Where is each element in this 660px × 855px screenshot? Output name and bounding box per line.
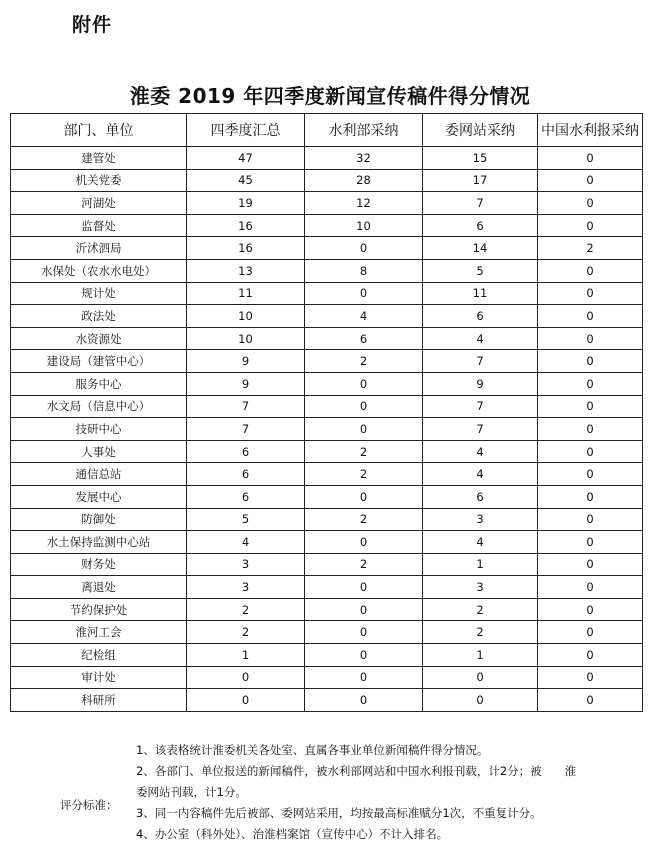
cell-newspaper-adopted: 2 xyxy=(538,237,643,260)
cell-q4-total: 16 xyxy=(187,237,305,260)
table-row xyxy=(11,440,643,463)
cell-department: 沂沭泗局 xyxy=(11,237,187,260)
page-title: 淮委 2019 年四季度新闻宣传稿件得分情况 xyxy=(129,84,531,108)
cell-q4-total: 2 xyxy=(187,598,305,621)
cell-committee-site-adopted: 17 xyxy=(423,169,538,192)
cell-ministry-adopted: 0 xyxy=(305,485,423,508)
cell-newspaper-adopted: 0 xyxy=(538,327,643,350)
cell-committee-site-adopted: 4 xyxy=(423,327,538,350)
table-row xyxy=(11,305,643,328)
cell-department: 淮河工会 xyxy=(11,621,187,644)
table-row xyxy=(11,576,643,599)
cell-q4-total: 45 xyxy=(187,169,305,192)
cell-department: 规计处 xyxy=(11,282,187,305)
cell-q4-total: 0 xyxy=(187,689,305,712)
cell-newspaper-adopted: 0 xyxy=(538,576,643,599)
cell-q4-total: 6 xyxy=(187,463,305,486)
cell-newspaper-adopted: 0 xyxy=(538,644,643,667)
cell-ministry-adopted: 0 xyxy=(305,621,423,644)
cell-newspaper-adopted: 0 xyxy=(538,621,643,644)
cell-ministry-adopted: 2 xyxy=(305,440,423,463)
table-row xyxy=(11,531,643,554)
score-table xyxy=(10,113,643,712)
table-row xyxy=(11,621,643,644)
cell-newspaper-adopted: 0 xyxy=(538,372,643,395)
cell-department: 服务中心 xyxy=(11,372,187,395)
header-department: 部门、单位 xyxy=(11,114,187,147)
cell-newspaper-adopted: 0 xyxy=(538,350,643,373)
cell-committee-site-adopted: 0 xyxy=(423,689,538,712)
cell-ministry-adopted: 0 xyxy=(305,666,423,689)
table-body xyxy=(11,147,643,712)
cell-committee-site-adopted: 6 xyxy=(423,214,538,237)
cell-committee-site-adopted: 15 xyxy=(423,147,538,170)
cell-ministry-adopted: 0 xyxy=(305,372,423,395)
cell-ministry-adopted: 4 xyxy=(305,305,423,328)
cell-newspaper-adopted: 0 xyxy=(538,395,643,418)
table-row xyxy=(11,395,643,418)
cell-committee-site-adopted: 4 xyxy=(423,531,538,554)
cell-ministry-adopted: 32 xyxy=(305,147,423,170)
cell-q4-total: 9 xyxy=(187,372,305,395)
cell-newspaper-adopted: 0 xyxy=(538,531,643,554)
cell-ministry-adopted: 6 xyxy=(305,327,423,350)
cell-newspaper-adopted: 0 xyxy=(538,192,643,215)
note-line: 委网站刊载，计1分。 xyxy=(136,785,247,799)
cell-ministry-adopted: 12 xyxy=(305,192,423,215)
cell-ministry-adopted: 28 xyxy=(305,169,423,192)
table-row xyxy=(11,644,643,667)
cell-q4-total: 4 xyxy=(187,531,305,554)
cell-department: 监督处 xyxy=(11,214,187,237)
cell-department: 通信总站 xyxy=(11,463,187,486)
cell-committee-site-adopted: 7 xyxy=(423,395,538,418)
cell-q4-total: 0 xyxy=(187,666,305,689)
table-row xyxy=(11,350,643,373)
cell-committee-site-adopted: 7 xyxy=(423,418,538,441)
table-row xyxy=(11,214,643,237)
table-row xyxy=(11,485,643,508)
cell-committee-site-adopted: 6 xyxy=(423,485,538,508)
note-line: 2、各部门、单位报送的新闻稿件，被水利部网站和中国水利报刊载，计2分；被 淮 xyxy=(136,764,577,778)
cell-committee-site-adopted: 14 xyxy=(423,237,538,260)
cell-q4-total: 1 xyxy=(187,644,305,667)
table-row xyxy=(11,463,643,486)
cell-q4-total: 7 xyxy=(187,418,305,441)
cell-q4-total: 10 xyxy=(187,305,305,328)
header-committee-site-adopted: 委网站采纳 xyxy=(423,114,538,147)
note-line: 1、该表格统计淮委机关各处室、直属各事业单位新闻稿件得分情况。 xyxy=(136,743,489,757)
table-header-row xyxy=(11,114,643,147)
cell-department: 离退处 xyxy=(11,576,187,599)
cell-department: 水文局（信息中心） xyxy=(11,395,187,418)
cell-committee-site-adopted: 1 xyxy=(423,553,538,576)
cell-newspaper-adopted: 0 xyxy=(538,689,643,712)
cell-newspaper-adopted: 0 xyxy=(538,485,643,508)
cell-newspaper-adopted: 0 xyxy=(538,214,643,237)
table-row xyxy=(11,192,643,215)
cell-q4-total: 19 xyxy=(187,192,305,215)
table-row xyxy=(11,508,643,531)
cell-ministry-adopted: 2 xyxy=(305,463,423,486)
cell-department: 建管处 xyxy=(11,147,187,170)
cell-newspaper-adopted: 0 xyxy=(538,305,643,328)
cell-ministry-adopted: 0 xyxy=(305,644,423,667)
cell-ministry-adopted: 0 xyxy=(305,689,423,712)
note-line: 4、办公室（科外处）、治淮档案馆（宣传中心）不计入排名。 xyxy=(136,827,449,841)
cell-committee-site-adopted: 11 xyxy=(423,282,538,305)
cell-committee-site-adopted: 3 xyxy=(423,576,538,599)
cell-newspaper-adopted: 0 xyxy=(538,147,643,170)
cell-department: 水资源处 xyxy=(11,327,187,350)
cell-department: 财务处 xyxy=(11,553,187,576)
cell-ministry-adopted: 2 xyxy=(305,350,423,373)
table-row xyxy=(11,689,643,712)
table-row xyxy=(11,553,643,576)
cell-newspaper-adopted: 0 xyxy=(538,440,643,463)
scoring-notes xyxy=(136,740,606,845)
cell-ministry-adopted: 0 xyxy=(305,282,423,305)
cell-newspaper-adopted: 0 xyxy=(538,259,643,282)
cell-ministry-adopted: 8 xyxy=(305,259,423,282)
cell-newspaper-adopted: 0 xyxy=(538,418,643,441)
cell-ministry-adopted: 0 xyxy=(305,418,423,441)
cell-q4-total: 7 xyxy=(187,395,305,418)
cell-newspaper-adopted: 0 xyxy=(538,463,643,486)
cell-department: 技研中心 xyxy=(11,418,187,441)
table-row xyxy=(11,282,643,305)
cell-committee-site-adopted: 4 xyxy=(423,440,538,463)
cell-newspaper-adopted: 0 xyxy=(538,666,643,689)
table-row xyxy=(11,327,643,350)
cell-department: 政法处 xyxy=(11,305,187,328)
cell-department: 水保处（农水水电处） xyxy=(11,259,187,282)
cell-department: 建设局（建管中心） xyxy=(11,350,187,373)
cell-committee-site-adopted: 0 xyxy=(423,666,538,689)
cell-department: 机关党委 xyxy=(11,169,187,192)
cell-q4-total: 3 xyxy=(187,553,305,576)
cell-department: 节约保护处 xyxy=(11,598,187,621)
cell-department: 审计处 xyxy=(11,666,187,689)
cell-ministry-adopted: 0 xyxy=(305,395,423,418)
cell-committee-site-adopted: 3 xyxy=(423,508,538,531)
table-row xyxy=(11,598,643,621)
cell-committee-site-adopted: 5 xyxy=(423,259,538,282)
cell-q4-total: 10 xyxy=(187,327,305,350)
cell-department: 防御处 xyxy=(11,508,187,531)
cell-newspaper-adopted: 0 xyxy=(538,508,643,531)
table-row xyxy=(11,418,643,441)
cell-committee-site-adopted: 9 xyxy=(423,372,538,395)
cell-ministry-adopted: 0 xyxy=(305,531,423,554)
cell-newspaper-adopted: 0 xyxy=(538,598,643,621)
cell-ministry-adopted: 0 xyxy=(305,576,423,599)
table-row xyxy=(11,169,643,192)
cell-q4-total: 16 xyxy=(187,214,305,237)
note-line: 3、同一内容稿件先后被部、委网站采用，均按最高标准赋分1次，不重复计分。 xyxy=(136,806,542,820)
cell-ministry-adopted: 2 xyxy=(305,508,423,531)
cell-newspaper-adopted: 0 xyxy=(538,169,643,192)
cell-q4-total: 6 xyxy=(187,440,305,463)
cell-department: 纪检组 xyxy=(11,644,187,667)
cell-q4-total: 6 xyxy=(187,485,305,508)
cell-committee-site-adopted: 6 xyxy=(423,305,538,328)
cell-committee-site-adopted: 7 xyxy=(423,192,538,215)
cell-q4-total: 11 xyxy=(187,282,305,305)
cell-department: 人事处 xyxy=(11,440,187,463)
notes-label: 评分标准： xyxy=(60,798,118,812)
cell-ministry-adopted: 0 xyxy=(305,237,423,260)
cell-committee-site-adopted: 7 xyxy=(423,350,538,373)
cell-committee-site-adopted: 2 xyxy=(423,598,538,621)
cell-q4-total: 47 xyxy=(187,147,305,170)
cell-ministry-adopted: 0 xyxy=(305,598,423,621)
table-row xyxy=(11,147,643,170)
cell-q4-total: 2 xyxy=(187,621,305,644)
cell-ministry-adopted: 2 xyxy=(305,553,423,576)
cell-committee-site-adopted: 2 xyxy=(423,621,538,644)
cell-department: 河湖处 xyxy=(11,192,187,215)
table-row xyxy=(11,372,643,395)
cell-ministry-adopted: 10 xyxy=(305,214,423,237)
table-row xyxy=(11,237,643,260)
cell-q4-total: 9 xyxy=(187,350,305,373)
cell-department: 发展中心 xyxy=(11,485,187,508)
header-newspaper-adopted: 中国水利报采纳 xyxy=(538,114,643,147)
table-row xyxy=(11,259,643,282)
cell-q4-total: 13 xyxy=(187,259,305,282)
cell-department: 科研所 xyxy=(11,689,187,712)
header-ministry-adopted: 水利部采纳 xyxy=(305,114,423,147)
header-q4-total: 四季度汇总 xyxy=(187,114,305,147)
cell-newspaper-adopted: 0 xyxy=(538,553,643,576)
cell-committee-site-adopted: 4 xyxy=(423,463,538,486)
cell-q4-total: 5 xyxy=(187,508,305,531)
cell-q4-total: 3 xyxy=(187,576,305,599)
attachment-label: 附件 xyxy=(72,14,113,36)
table-row xyxy=(11,666,643,689)
cell-department: 水土保持监测中心站 xyxy=(11,531,187,554)
cell-newspaper-adopted: 0 xyxy=(538,282,643,305)
cell-committee-site-adopted: 1 xyxy=(423,644,538,667)
